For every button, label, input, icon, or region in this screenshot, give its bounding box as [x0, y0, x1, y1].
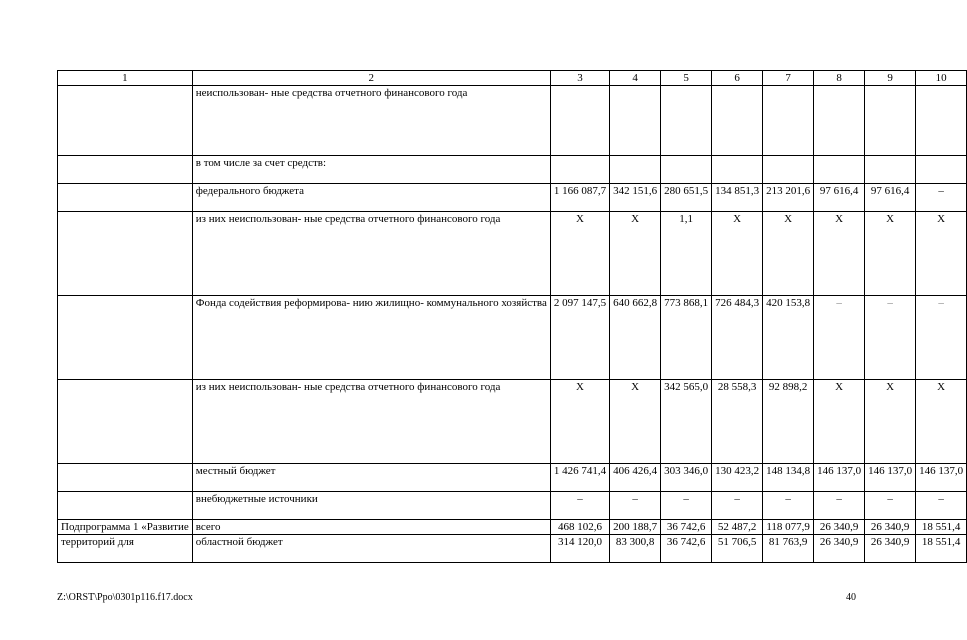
value-cell [814, 156, 865, 184]
col-header-8: 8 [814, 71, 865, 86]
value-cell: – [610, 492, 661, 520]
value-cell: Х [550, 380, 609, 464]
program-cell: Подпрограмма 1 «Развитие [58, 520, 193, 535]
source-cell: Фонда содействия реформирова- нию жилищно- коммунального хозяйства [192, 296, 550, 380]
value-cell: 468 102,6 [550, 520, 609, 535]
value-cell: Х [610, 380, 661, 464]
value-cell: Х [865, 380, 916, 464]
col-header-2: 2 [192, 71, 550, 86]
value-cell: 1,1 [661, 212, 712, 296]
source-cell: в том числе за счет средств: [192, 156, 550, 184]
source-cell: из них неиспользован- ные средства отчетного финансового года [192, 212, 550, 296]
value-cell: – [916, 296, 967, 380]
value-cell: 130 423,2 [712, 464, 763, 492]
col-header-10: 10 [916, 71, 967, 86]
program-cell [58, 184, 193, 212]
table-row [58, 520, 967, 535]
value-cell [916, 156, 967, 184]
value-cell: Х [814, 212, 865, 296]
value-cell: 97 616,4 [865, 184, 916, 212]
source-cell: внебюджетные источники [192, 492, 550, 520]
value-cell: 146 137,0 [814, 464, 865, 492]
value-cell: – [763, 492, 814, 520]
value-cell: Х [916, 380, 967, 464]
program-cell [58, 492, 193, 520]
value-cell: 406 426,4 [610, 464, 661, 492]
value-cell: 640 662,8 [610, 296, 661, 380]
value-cell [610, 86, 661, 156]
program-cell [58, 86, 193, 156]
value-cell: 51 706,5 [712, 535, 763, 563]
table-row [58, 156, 967, 184]
value-cell: 26 340,9 [865, 535, 916, 563]
value-cell [865, 156, 916, 184]
program-cell: территорий для [58, 535, 193, 563]
col-header-1: 1 [58, 71, 193, 86]
value-cell: 146 137,0 [865, 464, 916, 492]
value-cell: 36 742,6 [661, 535, 712, 563]
source-cell: неиспользован- ные средства отчетного финансового года [192, 86, 550, 156]
value-cell: 342 151,6 [610, 184, 661, 212]
value-cell: – [916, 184, 967, 212]
value-cell: 26 340,9 [865, 520, 916, 535]
value-cell [661, 156, 712, 184]
table-row [58, 464, 967, 492]
col-header-7: 7 [763, 71, 814, 86]
page-number: 40 [846, 592, 856, 603]
value-cell: 134 851,3 [712, 184, 763, 212]
value-cell: 1 426 741,4 [550, 464, 609, 492]
value-cell [763, 86, 814, 156]
value-cell: – [865, 296, 916, 380]
table-row [58, 380, 967, 464]
value-cell [814, 86, 865, 156]
value-cell: Х [763, 212, 814, 296]
source-cell: федерального бюджета [192, 184, 550, 212]
value-cell [610, 156, 661, 184]
value-cell: 773 868,1 [661, 296, 712, 380]
value-cell: 26 340,9 [814, 535, 865, 563]
table-row [58, 86, 967, 156]
value-cell: Х [550, 212, 609, 296]
col-header-4: 4 [610, 71, 661, 86]
value-cell [550, 156, 609, 184]
value-cell: 36 742,6 [661, 520, 712, 535]
value-cell: – [814, 296, 865, 380]
program-cell [58, 156, 193, 184]
value-cell: 28 558,3 [712, 380, 763, 464]
value-cell: 342 565,0 [661, 380, 712, 464]
value-cell: 148 134,8 [763, 464, 814, 492]
source-cell: областной бюджет [192, 535, 550, 563]
table-row [58, 535, 967, 563]
source-cell: местный бюджет [192, 464, 550, 492]
table-row [58, 212, 967, 296]
value-cell: 52 487,2 [712, 520, 763, 535]
value-cell: – [916, 492, 967, 520]
col-header-5: 5 [661, 71, 712, 86]
value-cell: 726 484,3 [712, 296, 763, 380]
value-cell: 280 651,5 [661, 184, 712, 212]
value-cell: Х [865, 212, 916, 296]
value-cell: 97 616,4 [814, 184, 865, 212]
value-cell: 2 097 147,5 [550, 296, 609, 380]
value-cell: 92 898,2 [763, 380, 814, 464]
col-header-3: 3 [550, 71, 609, 86]
value-cell [550, 86, 609, 156]
value-cell: Х [916, 212, 967, 296]
value-cell: Х [814, 380, 865, 464]
value-cell: Х [610, 212, 661, 296]
col-header-6: 6 [712, 71, 763, 86]
value-cell: 18 551,4 [916, 520, 967, 535]
value-cell: – [865, 492, 916, 520]
value-cell: – [712, 492, 763, 520]
value-cell: 1 166 087,7 [550, 184, 609, 212]
value-cell: 26 340,9 [814, 520, 865, 535]
program-cell [58, 380, 193, 464]
value-cell [712, 156, 763, 184]
value-cell: – [550, 492, 609, 520]
value-cell: 146 137,0 [916, 464, 967, 492]
value-cell: 420 153,8 [763, 296, 814, 380]
value-cell: – [814, 492, 865, 520]
table-row [58, 492, 967, 520]
header-row [58, 71, 967, 86]
value-cell: – [661, 492, 712, 520]
source-cell: всего [192, 520, 550, 535]
value-cell: 200 188,7 [610, 520, 661, 535]
value-cell: Х [712, 212, 763, 296]
value-cell [916, 86, 967, 156]
col-header-9: 9 [865, 71, 916, 86]
value-cell: 303 346,0 [661, 464, 712, 492]
program-cell [58, 464, 193, 492]
value-cell: 81 763,9 [763, 535, 814, 563]
value-cell [763, 156, 814, 184]
program-cell [58, 212, 193, 296]
table-row [58, 296, 967, 380]
value-cell [865, 86, 916, 156]
value-cell: 118 077,9 [763, 520, 814, 535]
value-cell: 213 201,6 [763, 184, 814, 212]
value-cell: 83 300,8 [610, 535, 661, 563]
program-cell [58, 296, 193, 380]
source-cell: из них неиспользован- ные средства отчетного финансового года [192, 380, 550, 464]
value-cell: 314 120,0 [550, 535, 609, 563]
file-path: Z:\ORST\Ppo\0301p116.f17.docx [57, 592, 193, 603]
value-cell [712, 86, 763, 156]
value-cell [661, 86, 712, 156]
table-row [58, 184, 967, 212]
budget-table [57, 70, 967, 563]
value-cell: 18 551,4 [916, 535, 967, 563]
